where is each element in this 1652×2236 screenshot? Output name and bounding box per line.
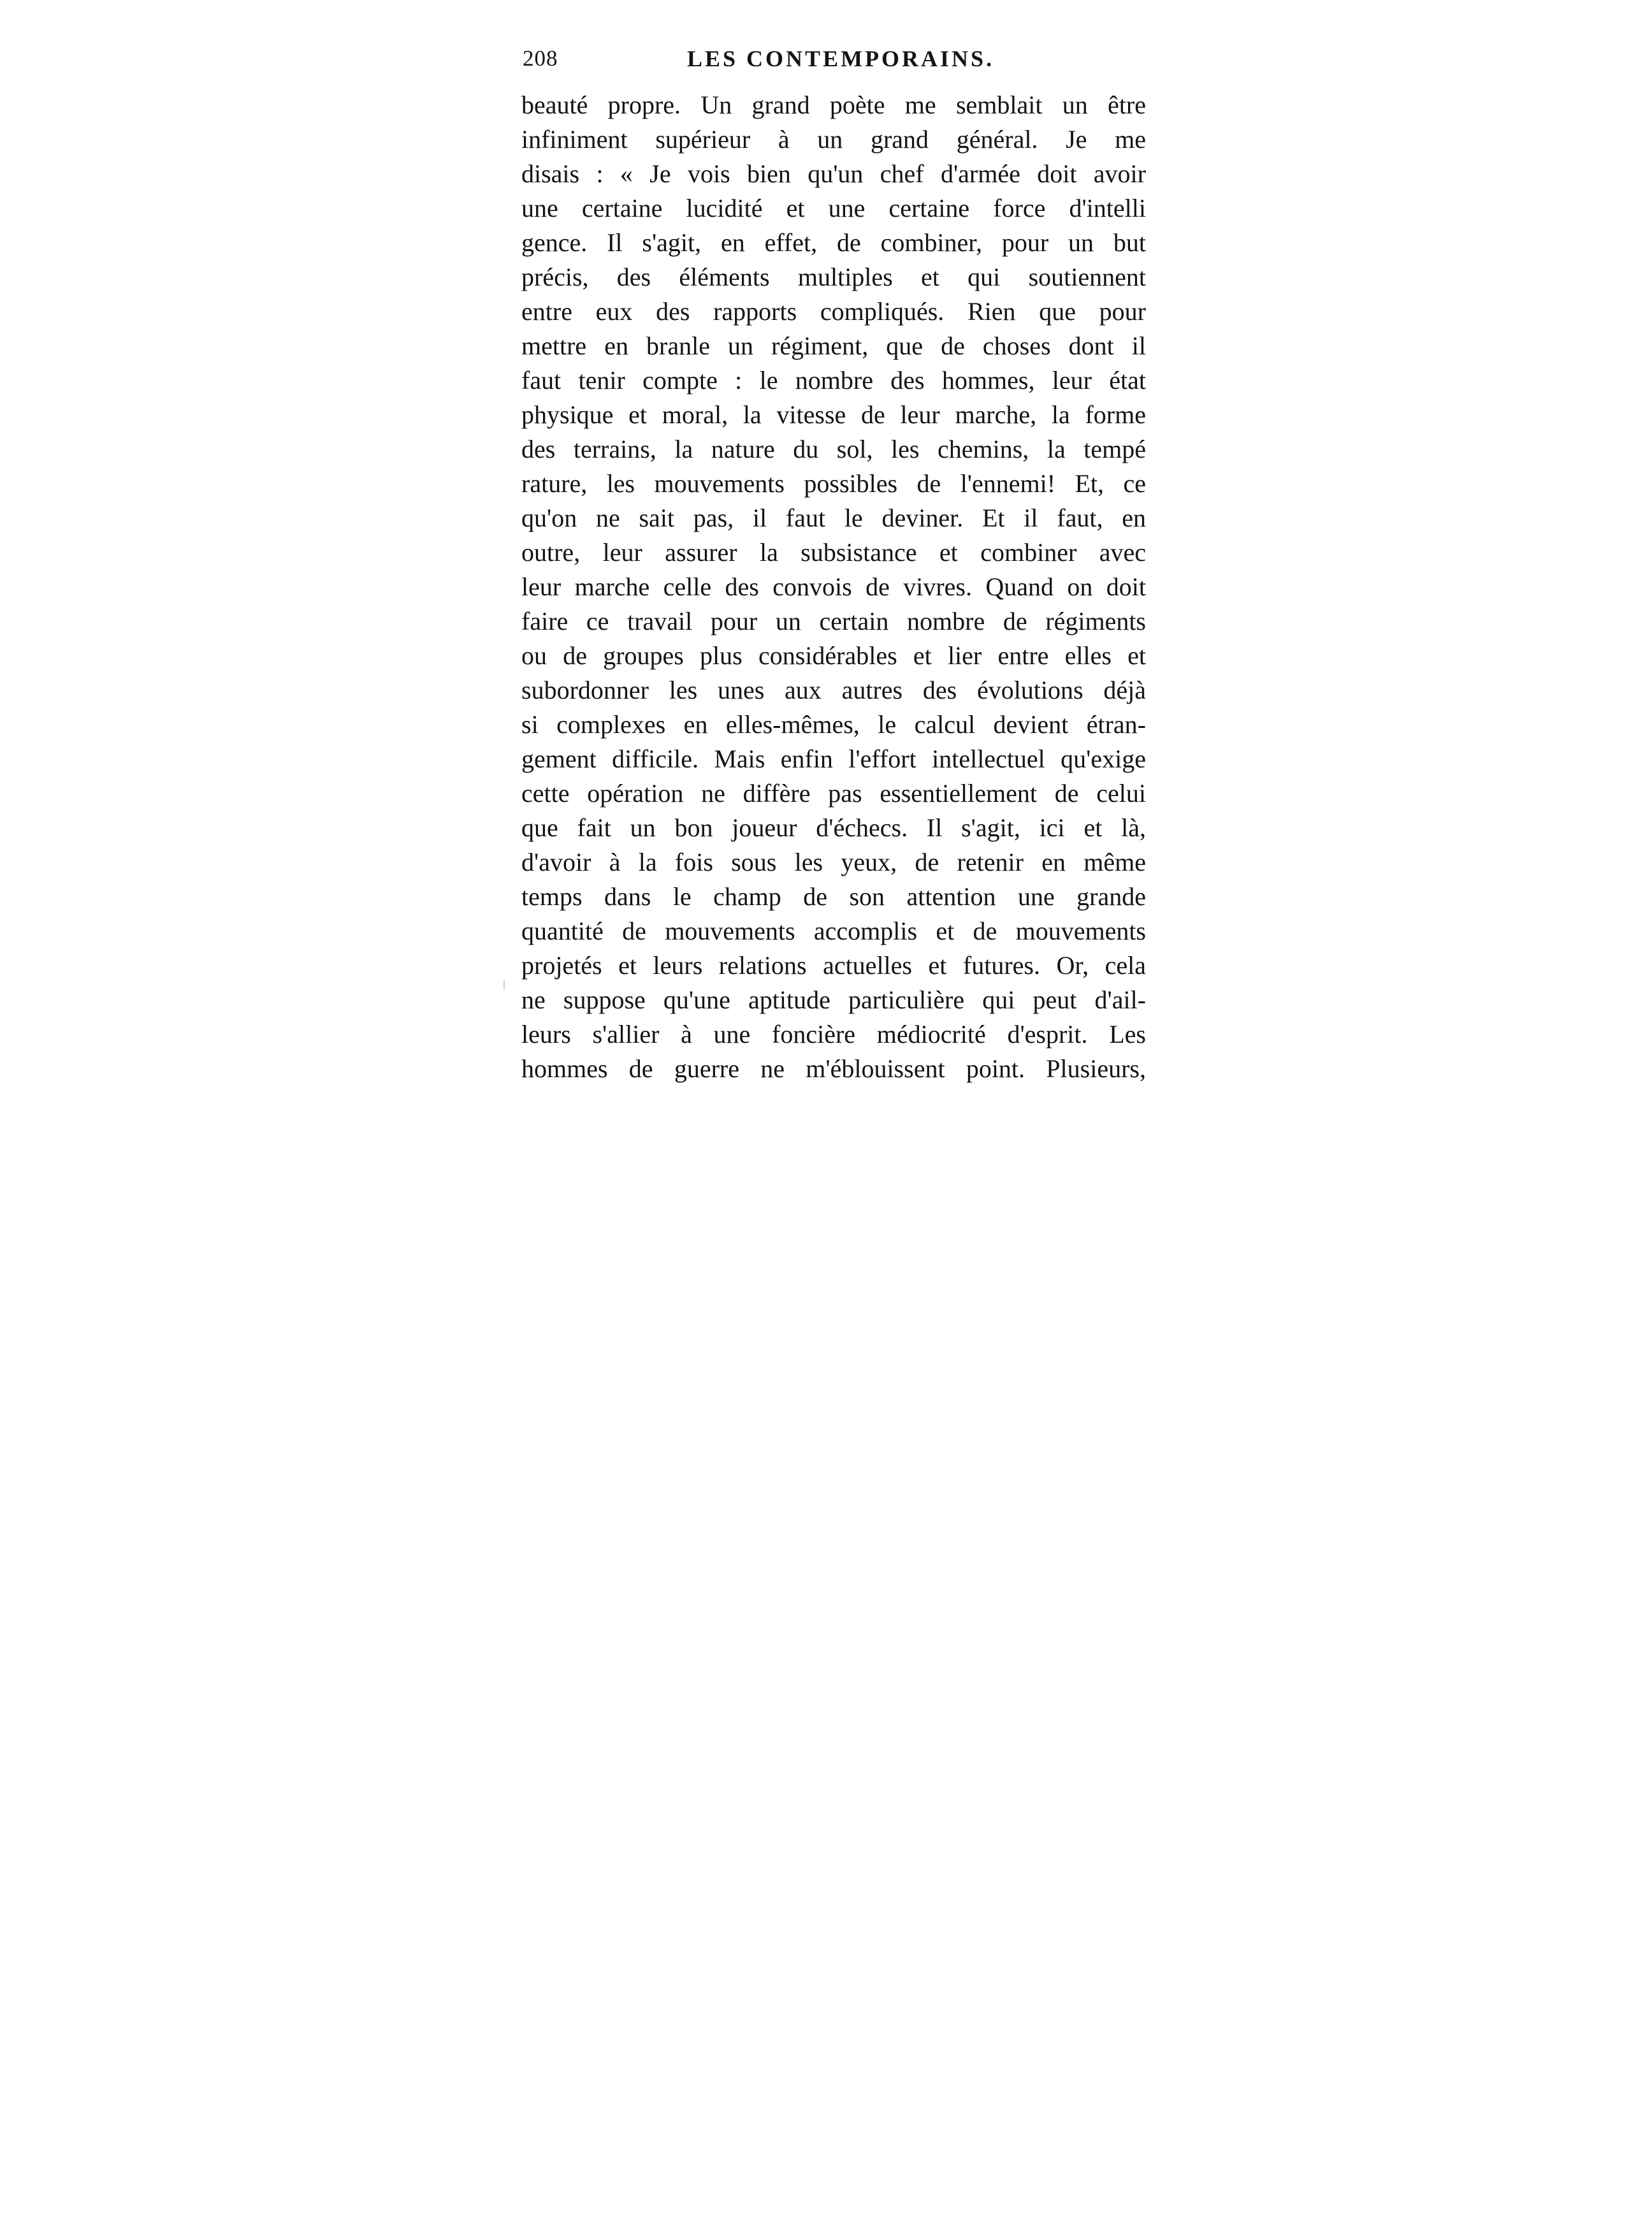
- text-line: gement difficile. Mais enfin l'effort intellectuel qu'exige: [521, 744, 1146, 773]
- text-line: leur marche celle des convois de vivres. Quand on doit: [521, 572, 1146, 601]
- text-line: ou de groupes plus considérables et lier entre elles et: [521, 641, 1146, 670]
- text-line: hommes de guerre ne m'éblouissent point. Plusieurs,: [521, 1054, 1146, 1083]
- page-number: 208: [523, 46, 558, 71]
- text-line: précis, des éléments multiples et qui soutiennent: [521, 263, 1146, 291]
- text-line: une certaine lucidité et une certaine force d'intelli: [521, 194, 1146, 222]
- text-line: rature, les mouvements possibles de l'ennemi! Et, ce: [521, 469, 1146, 498]
- page-header: [523, 40, 1147, 78]
- text-line: cette opération ne diffère pas essentiellement de celui: [521, 779, 1146, 808]
- text-line: temps dans le champ de son attention une grande: [521, 882, 1146, 911]
- text-line: faire ce travail pour un certain nombre de régiments: [521, 607, 1146, 635]
- text-line: faut tenir compte : le nombre des hommes, leur état: [521, 366, 1146, 395]
- text-line: mettre en branle un régiment, que de choses dont il: [521, 331, 1146, 360]
- text-line: quantité de mouvements accomplis et de mouvements: [521, 917, 1146, 945]
- text-line: d'avoir à la fois sous les yeux, de retenir en même: [521, 848, 1146, 876]
- text-line: outre, leur assurer la subsistance et combiner avec: [521, 538, 1146, 567]
- text-line: ne suppose qu'une aptitude particulière qui peut d'ail-: [521, 985, 1146, 1014]
- text-line: beauté propre. Un grand poète me semblait un être: [521, 91, 1146, 119]
- body-text: [521, 88, 1146, 1086]
- margin-mark: [504, 980, 505, 989]
- text-line: si complexes en elles-mêmes, le calcul devient étran-: [521, 710, 1146, 739]
- text-line: infiniment supérieur à un grand général. Je me: [521, 125, 1146, 154]
- running-head: LES CONTEMPORAINS.: [687, 46, 995, 71]
- text-line: qu'on ne sait pas, il faut le deviner. Et il faut, en: [521, 504, 1146, 532]
- text-line: leurs s'allier à une foncière médiocrité d'esprit. Les: [521, 1020, 1146, 1049]
- text-line: projetés et leurs relations actuelles et futures. Or, cela: [521, 951, 1146, 980]
- text-line: physique et moral, la vitesse de leur marche, la forme: [521, 400, 1146, 429]
- text-line: que fait un bon joueur d'échecs. Il s'agit, ici et là,: [521, 813, 1146, 842]
- text-line: disais : « Je vois bien qu'un chef d'armée doit avoir: [521, 159, 1146, 188]
- text-line: entre eux des rapports compliqués. Rien que pour: [521, 297, 1146, 326]
- text-line: des terrains, la nature du sol, les chemins, la tempé: [521, 435, 1146, 463]
- text-line: subordonner les unes aux autres des évolutions déjà: [521, 676, 1146, 704]
- text-line: gence. Il s'agit, en effet, de combiner, pour un but: [521, 228, 1146, 257]
